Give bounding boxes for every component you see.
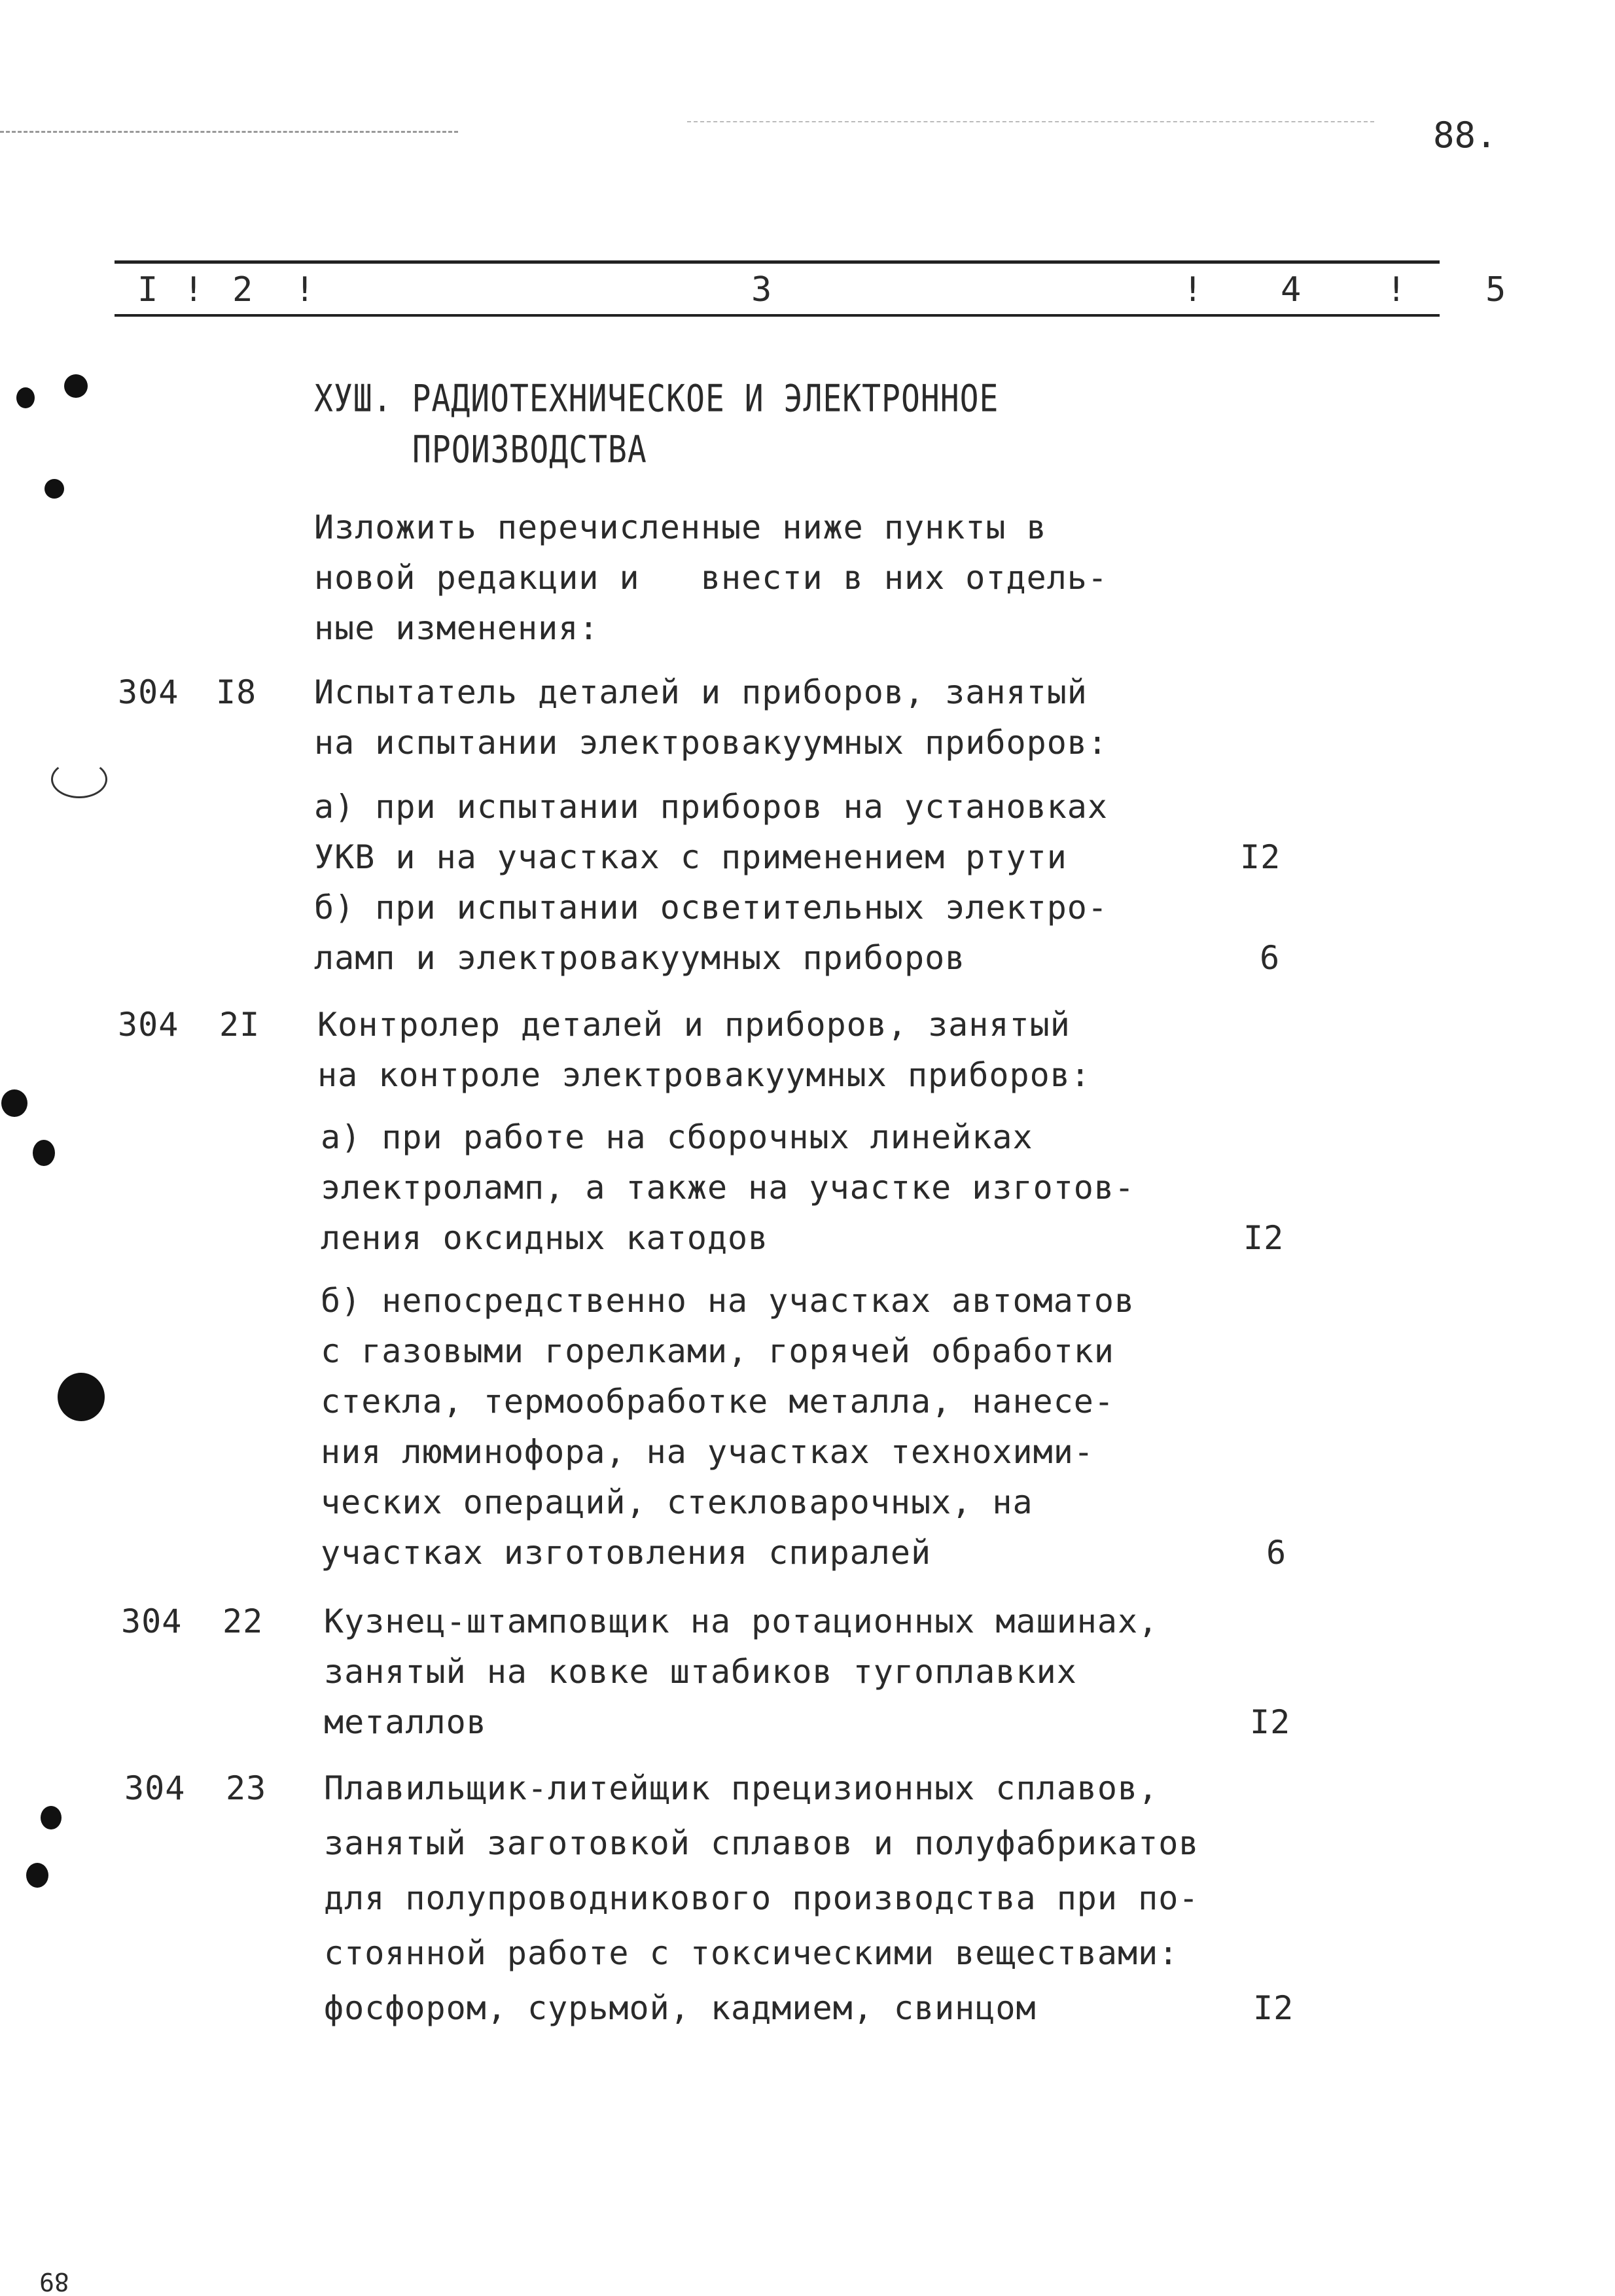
entry-sub-line: стекла, термообработке металла, нанесе- [321,1383,1114,1421]
entry-line: Плавильщик-литейщик прецизионных сплавов, [324,1769,1159,1807]
entry-col1: 304 [124,1769,186,1807]
scan-blot [1,1089,27,1117]
scan-blot [26,1863,48,1888]
entry-sub-line: б) непосредственно на участках автоматов [321,1282,1135,1320]
corner-mark: 89 [39,2267,69,2296]
header-col1: I [137,270,158,309]
scan-blot [44,479,64,499]
entry-sub-line: б) при испытании осветительных электро- [314,889,1108,927]
scan-blot [33,1140,55,1166]
entry-sub-line: а) при испытании приборов на установках [314,788,1108,826]
section-title-line2: ПРОИЗВОДСТВА [412,428,647,472]
entry-sub-line: а) при работе на сборочных линейках [321,1118,1033,1156]
header-sep1: ! [183,270,204,309]
entry-col2: 23 [226,1769,267,1807]
entry-line: металлов [324,1703,487,1741]
entry-col1: 304 [118,1006,179,1044]
entry-col2: 2I [219,1006,260,1044]
intro-line: новой редакции и внести в них отдель- [314,559,1108,597]
entry-col1: 304 [118,673,179,711]
entry-line: на испытании электровакуумных приборов: [314,724,1108,762]
scan-dash-line [0,131,458,135]
header-bottom-rule [115,314,1440,317]
scan-dash-line-right [687,121,1374,124]
entry-sub-line: участках изготовления спиралей [321,1534,932,1572]
entry-line: фосфором, сурьмой, кадмием, свинцом [324,1989,1037,2027]
entry-value: I2 [1253,1989,1294,2027]
scan-ring [51,760,107,798]
header-col2: 2 [232,270,253,309]
entry-col2: 22 [222,1602,264,1640]
entry-sub-line: ления оксидных катодов [321,1219,769,1257]
entry-sub-line: УКВ и на участках с применением ртути [314,838,1067,876]
entry-sub-line: электроламп, а также на участке изготов- [321,1169,1135,1207]
entry-line: стоянной работе с токсическими веществами: [324,1934,1179,1972]
entry-col2: I8 [216,673,257,711]
entry-line: для полупроводникового производства при по- [324,1879,1199,1917]
entry-sub-line: с газовыми горелками, горячей обработки [321,1332,1114,1370]
header-sep2: ! [294,270,315,309]
entry-value: I2 [1250,1703,1291,1741]
header-col3: 3 [751,270,772,309]
entry-value: I2 [1240,838,1281,876]
scan-blot [64,374,88,398]
entry-line: на контроле электровакуумных приборов: [317,1056,1091,1094]
section-title-line1: ХУШ. РАДИОТЕХНИЧЕСКОЕ И ЭЛЕКТРОННОЕ [314,377,999,421]
entry-value: 6 [1260,939,1281,977]
entry-col1: 304 [121,1602,183,1640]
entry-line: занятый заготовкой сплавов и полуфабрикатов [324,1824,1199,1862]
header-sep4: ! [1386,270,1407,309]
header-sep3: ! [1182,270,1203,309]
entry-line: Контролер деталей и приборов, занятый [317,1006,1071,1044]
entry-line: Испытатель деталей и приборов, занятый [314,673,1088,711]
entry-line: Кузнец-штамповщик на ротационных машинах, [324,1602,1159,1640]
page-number: 88. [1433,115,1497,156]
header-col5: 5 [1485,270,1506,309]
entry-value: I2 [1243,1219,1285,1257]
entry-value: 6 [1266,1534,1287,1572]
entry-sub-line: ния люминофора, на участках технохими- [321,1433,1094,1471]
intro-line: ные изменения: [314,609,599,647]
entry-sub-line: ламп и электровакуумных приборов [314,939,966,977]
scan-blot [41,1806,62,1829]
intro-line: Изложить перечисленные ниже пункты в [314,508,1047,546]
scan-blot [16,387,35,408]
header-top-rule [115,260,1440,264]
entry-line: занятый на ковке штабиков тугоплавких [324,1653,1077,1691]
entry-sub-line: ческих операций, стекловарочных, на [321,1483,1033,1521]
punch-hole [58,1373,105,1421]
header-col4: 4 [1281,270,1302,309]
